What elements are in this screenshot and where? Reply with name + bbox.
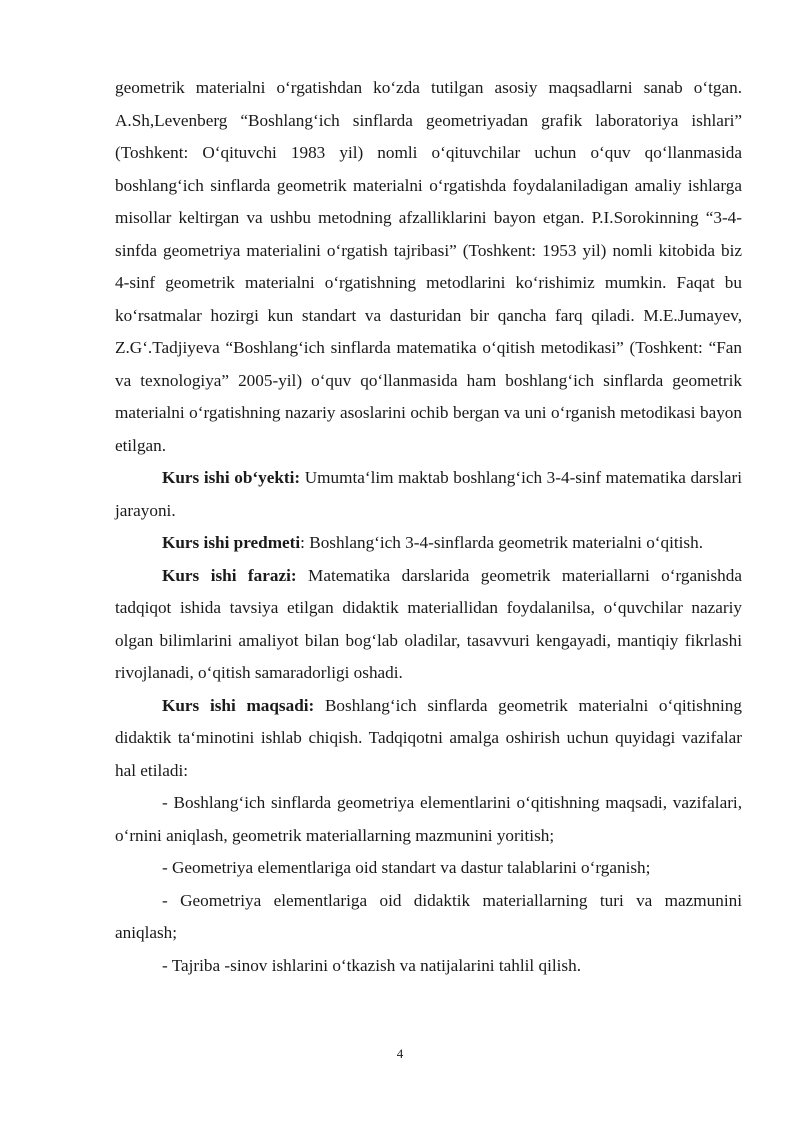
page-number: 4 — [396, 1046, 404, 1061]
task-item: - Tajriba -sinov ishlarini o‘tkazish va natijalarini tahlil qilish. — [162, 955, 582, 975]
document-page — [115, 72, 742, 982]
task-item: - Geometriya elementlariga oid standart va dastur talablarini o‘rganish; — [162, 858, 651, 877]
paragraph-hypothesis — [115, 560, 742, 690]
text-goal: Boshlang‘ich sinflarda geometrik materialni o‘qitishning didaktik ta‘minotini ishlab chiqish. Tadqiqotni amalga oshirish uchun quyidagi vazifalar hal etiladi: — [115, 695, 742, 780]
paragraph-literature-review: geometrik materialni o‘rgatishdan ko‘zda tutilgan asosiy maqsadlarni sanab o‘tgan. A.Sh,Levenberg “Boshlang‘ich sinflarda geometriyadan grafik laboratoriya ishlari” (Toshkent: O‘qituvchi 1983 yil) nomli o‘qituvchilar uchun o‘quv qo‘llanmasida boshlang‘ich sinflarda geometrik materialni o‘rgatishda foydalaniladigan amaliy ishlarga misollar keltirgan va ushbu metodning afzalliklarini bayon etgan. P.I.Sorokinning “3-4-sinfda geometriya materialini o‘rgatish tajribasi” (Toshkent: 1953 yil) nomli kitobida biz 4-sinf geometrik materialni o‘rgatishning metodlarini ko‘rishimiz mumkin. Faqat bu ko‘rsatmalar hozirgi kun standart va dasturidan bir qancha farq qiladi. M.E.Jumayev, Z.G‘.Tadjiyeva “Boshlang‘ich sinflarda matematika o‘qitish metodikasi” (Toshkent: “Fan va texnologiya” 2005-yil) o‘quv qo‘llanmasida ham boshlang‘ich sinflarda geometrik materialni o‘rgatishning nazariy asoslarini ochib bergan va uni o‘rganish metodikasi bayon etilgan. — [115, 78, 742, 455]
text-hypothesis: Matematika darslarida geometrik materiallarni o‘rganishda tadqiqot ishida tavsiya etilgan didaktik materiallidan foydalanilsa, o‘quvchilar nazariy olgan bilimlarini amaliyot bilan bog‘lab oladilar, tasavvuri kengayadi, mantiqiy fikrlashi rivojlanadi, o‘qitish samaradorligi oshadi. — [115, 565, 742, 682]
task-item: - Boshlang‘ich sinflarda geometriya elementlarini o‘qitishning maqsadi, vazifalari, o‘rnini aniqlash, geometrik materiallarning mazmunini yoritish; — [115, 793, 742, 845]
paragraph-subject — [115, 527, 742, 560]
term-subject: Kurs ishi predmeti — [162, 533, 301, 552]
term-hypothesis: Kurs ishi farazi: — [162, 565, 297, 585]
term-goal: Kurs ishi maqsadi: — [162, 695, 315, 715]
text-object: Umumta‘lim maktab boshlang‘ich 3-4-sinf matematika darslari jarayoni. — [115, 468, 742, 520]
paragraph-object — [115, 462, 742, 527]
term-object: Kurs ishi ob‘yekti: — [162, 468, 301, 487]
paragraph-goal — [115, 690, 742, 788]
text-subject: : Boshlang‘ich 3-4-sinflarda geometrik materialni o‘qitish. — [300, 533, 704, 552]
task-item: - Geometriya elementlariga oid didaktik materiallarning turi va mazmunini aniqlash; — [115, 890, 742, 942]
